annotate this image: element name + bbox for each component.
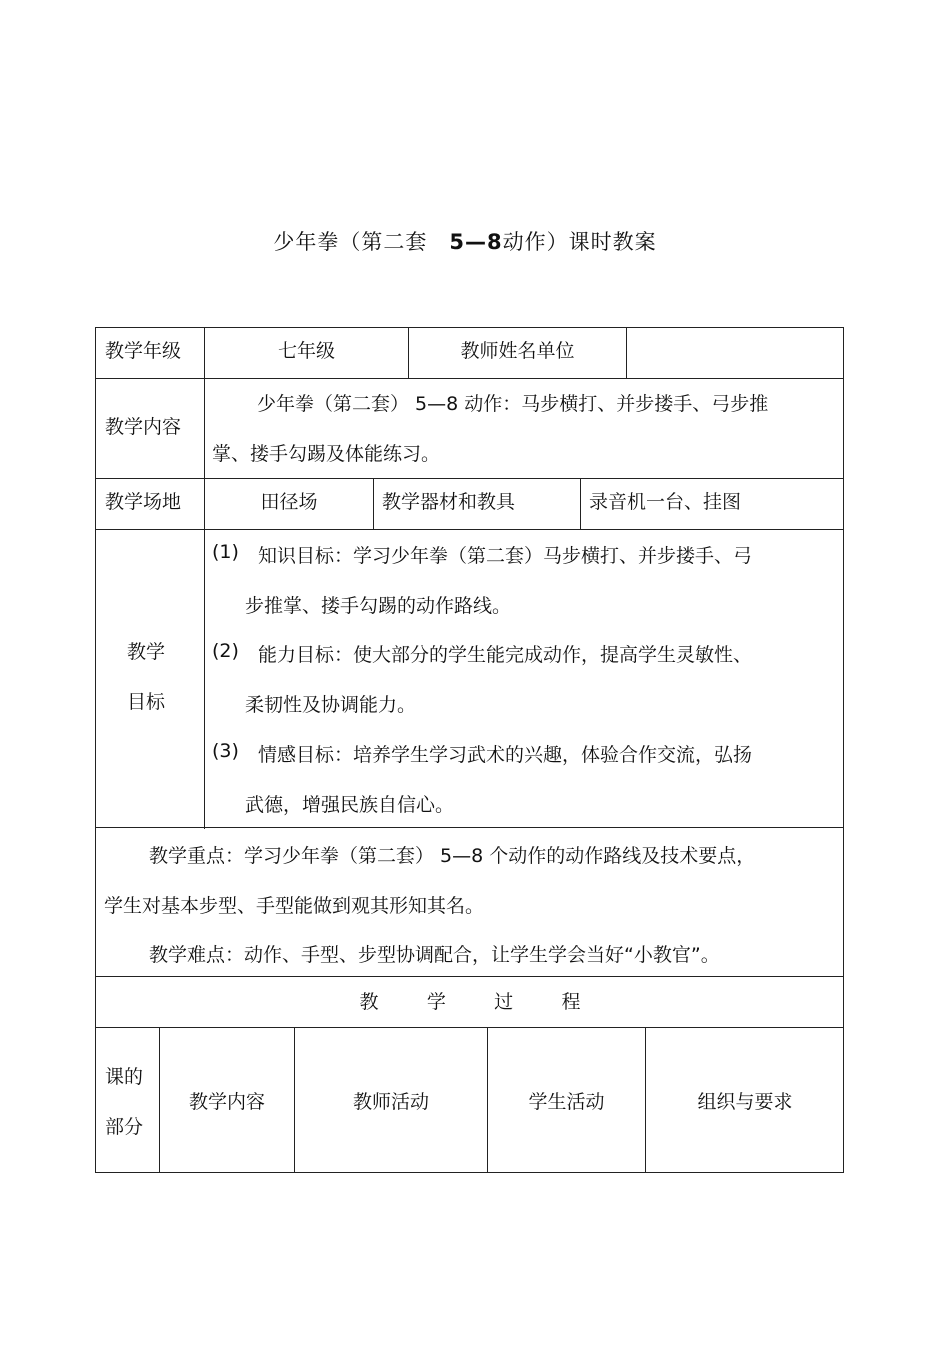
content-label: 教学内容 bbox=[105, 416, 182, 438]
content-line-2: 掌、搂手勾踢及体能练习。 bbox=[212, 443, 441, 465]
goal-continuation: 柔韧性及协调能力。 bbox=[245, 694, 417, 716]
equipment-value: 录音机一台、挂图 bbox=[589, 491, 742, 513]
process-title: 教 学 过 程 bbox=[359, 991, 581, 1013]
goal-text: 情感目标：培养学生学习武术的兴趣，体验合作交流，弘扬 bbox=[258, 744, 753, 766]
key-points-line-2: 学生对基本步型、手型能做到观其形知其名。 bbox=[104, 895, 485, 917]
column-divider bbox=[580, 478, 581, 530]
key-points-line-1: 教学重点：学习少年拳（第二套） 5—8 个动作的动作路线及技术要点， bbox=[149, 845, 756, 867]
page-title bbox=[0, 226, 930, 256]
title-tail: 动作）课时教案 bbox=[502, 230, 657, 254]
part-label-line-2: 部分 bbox=[105, 1116, 144, 1138]
goal-text: 能力目标：使大部分的学生能完成动作，提高学生灵敏性、 bbox=[258, 644, 753, 666]
row-divider bbox=[95, 976, 844, 977]
content-line-1: 少年拳（第二套） 5—8 动作：马步横打、并步搂手、弓步推 bbox=[257, 393, 769, 415]
column-divider bbox=[373, 478, 374, 530]
goal-continuation: 步推掌、搂手勾踢的动作路线。 bbox=[245, 595, 512, 617]
goal-number: (3) bbox=[212, 740, 239, 762]
goal-continuation: 武德，增强民族自信心。 bbox=[245, 794, 455, 816]
title-main: 少年拳（第二套 bbox=[273, 230, 428, 254]
row-divider bbox=[95, 478, 844, 479]
venue-value: 田径场 bbox=[260, 491, 318, 513]
row-divider bbox=[95, 378, 844, 379]
row-divider bbox=[95, 1027, 844, 1028]
title-numbers: 5—8 bbox=[449, 230, 503, 254]
column-divider bbox=[204, 327, 205, 829]
goal-number: (2) bbox=[212, 640, 239, 662]
grade-value: 七年级 bbox=[277, 340, 335, 362]
column-divider bbox=[626, 327, 627, 379]
column-header-student-activity: 学生活动 bbox=[528, 1091, 605, 1113]
part-label-line-1: 课的 bbox=[105, 1066, 144, 1088]
grade-label: 教学年级 bbox=[105, 340, 182, 362]
column-header-content: 教学内容 bbox=[188, 1091, 265, 1113]
column-header-organization: 组织与要求 bbox=[697, 1091, 793, 1113]
column-header-teacher-activity: 教师活动 bbox=[352, 1091, 429, 1113]
goals-label-line-1: 教学 bbox=[127, 641, 166, 663]
equipment-label: 教学器材和教具 bbox=[382, 491, 516, 513]
goal-number: (1) bbox=[212, 541, 239, 563]
difficulty-line: 教学难点：动作、手型、步型协调配合，让学生学会当好“小教官”。 bbox=[149, 944, 720, 966]
venue-label: 教学场地 bbox=[105, 491, 182, 513]
row-divider bbox=[95, 529, 844, 530]
teacher-label: 教师姓名单位 bbox=[460, 340, 575, 362]
row-divider bbox=[95, 827, 844, 828]
goals-label-line-2: 目标 bbox=[127, 691, 166, 713]
goal-text: 知识目标：学习少年拳（第二套）马步横打、并步搂手、弓 bbox=[258, 545, 753, 567]
